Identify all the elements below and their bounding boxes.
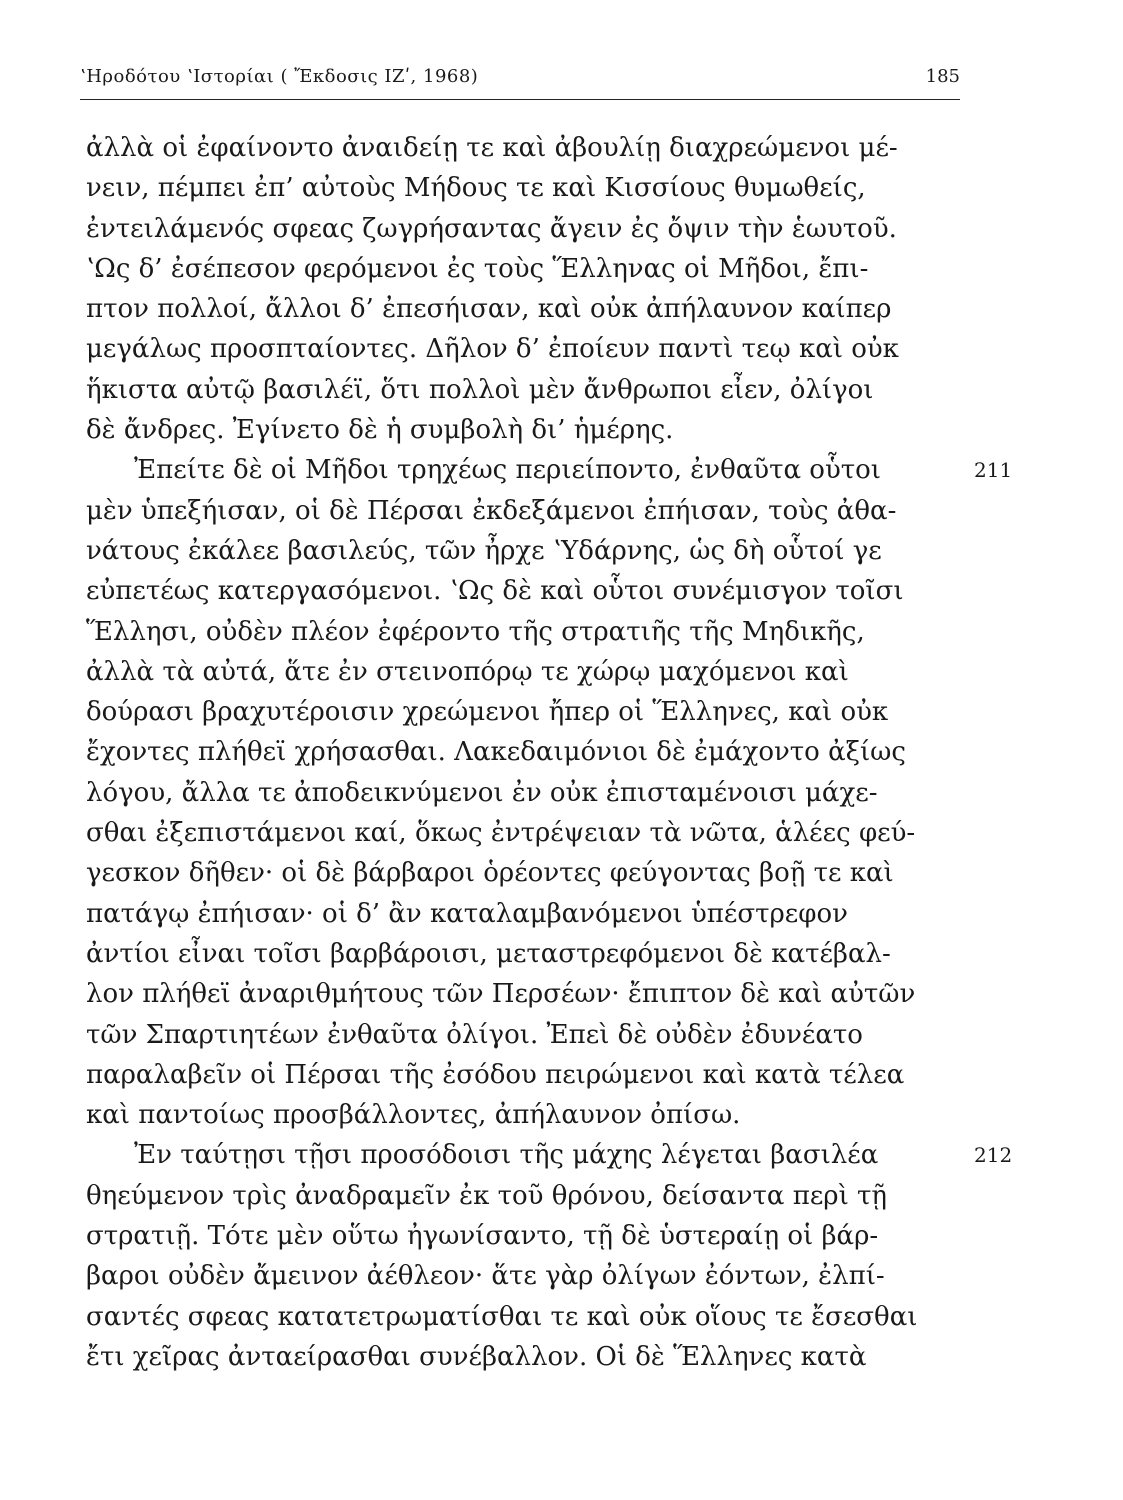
line-text: σθαι ἐξεπιστάμενοι καί, ὅκως ἐντρέψειαν τὰ νῶτα, ἁλέες φεύ-: [86, 818, 916, 849]
text-line: [86, 1337, 966, 1377]
text-line: [86, 652, 966, 692]
text-line: [86, 329, 966, 369]
text-line: [86, 1055, 966, 1095]
line-text: ἔχοντες πλήθεϊ χρήσασθαι. Λακεδαιμόνιοι δὲ ἐμάχοντο ἀξίως: [86, 737, 906, 768]
line-text: μὲν ὑπεξήισαν, οἱ δὲ Πέρσαι ἐκδεξάμενοι ἐπήισαν, τοὺς ἀθα-: [86, 495, 897, 526]
text-line: [86, 692, 966, 732]
line-text: γεσκον δῆθεν· οἱ δὲ βάρβαροι ὁρέοντες φεύγοντας βοῇ τε καὶ: [86, 858, 894, 889]
line-text: δὲ ἄνδρες. Ἐγίνετο δὲ ἡ συμβολὴ δι’ ἡμέρης.: [86, 415, 674, 446]
line-text: εὐπετέως κατεργασόμενοι. ʽΩς δὲ καὶ οὗτοι συνέμισγον τοῖσι: [86, 576, 904, 607]
text-line: [86, 289, 966, 329]
text-line: [86, 612, 966, 652]
text-line: [86, 773, 966, 813]
text-line: [86, 1135, 1013, 1175]
line-text: ἔτι χεῖρας ἀνταείρασθαι συνέβαλλον. Οἱ δὲ Ἕλληνες κατὰ: [86, 1341, 867, 1372]
line-text: καὶ παντοίως προσβάλλοντες, ἀπήλαυνον ὀπίσω.: [86, 1100, 741, 1131]
line-text: ʽΩς δ’ ἐσέπεσον φερόμενοι ἐς τοὺς Ἕλληνας οἱ Μῆδοι, ἔπι-: [86, 253, 869, 284]
line-text: ἥκιστα αὐτῷ βασιλέϊ, ὅτι πολλοὶ μὲν ἄνθρωποι εἶεν, ὀλίγοι: [86, 374, 874, 405]
text-line: [86, 1015, 966, 1055]
text-line: [86, 209, 966, 249]
line-text: θηεύμενον τρὶς ἀναδραμεῖν ἐκ τοῦ θρόνου, δείσαντα περὶ τῇ: [86, 1180, 887, 1211]
text-line: [86, 732, 966, 772]
text-body: [86, 128, 1013, 1377]
line-text: τῶν Σπαρτιητέων ἐνθαῦτα ὀλίγοι. Ἐπεὶ δὲ οὐδὲν ἐδυνέατο: [86, 1019, 863, 1050]
text-line: [86, 934, 966, 974]
text-line: [86, 853, 966, 893]
section-number: 211: [974, 458, 1013, 483]
line-text: Ἐν ταύτῃσι τῇσι προσόδοισι τῆς μάχης λέγεται βασιλέα: [134, 1140, 879, 1171]
text-line: [86, 168, 966, 208]
text-line: [86, 531, 966, 571]
text-line: [86, 1176, 966, 1216]
line-text: σαντές σφεας κατατετρωματίσθαι τε καὶ οὐκ οἵους τε ἔσεσθαι: [86, 1301, 918, 1332]
line-text: ἀντίοι εἶναι τοῖσι βαρβάροισι, μεταστρεφόμενοι δὲ κατέβαλ-: [86, 938, 891, 969]
text-line: [86, 410, 966, 450]
line-text: λόγου, ἄλλα τε ἀποδεικνύμενοι ἐν οὐκ ἐπισταμένοισι μάχε-: [86, 777, 878, 808]
line-text: στρατιῇ. Τότε μὲν οὕτω ἠγωνίσαντο, τῇ δὲ ὑστεραίῃ οἱ βάρ-: [86, 1221, 879, 1252]
line-text: Ἐπείτε δὲ οἱ Μῆδοι τρηχέως περιείποντο, ἐνθαῦτα οὗτοι: [134, 455, 881, 486]
text-line: [86, 1297, 966, 1337]
line-text: παραλαβεῖν οἱ Πέρσαι τῆς ἐσόδου πειρώμενοι καὶ κατὰ τέλεα: [86, 1059, 905, 1090]
line-text: ἀλλὰ οἱ ἐφαίνοντο ἀναιδείῃ τε καὶ ἀβουλίῃ διαχρεώμενοι μέ-: [86, 133, 898, 163]
text-line: [86, 128, 966, 168]
running-title: ʽΗροδότου ʽΙστορίαι ( Ἔκδοσις ΙΖʹ, 1968): [80, 66, 479, 87]
line-text: μεγάλως προσπταίοντες. Δῆλον δ’ ἐποίευν παντὶ τεῳ καὶ οὐκ: [86, 334, 899, 365]
line-text: πατάγῳ ἐπήισαν· οἱ δ’ ἂν καταλαμβανόμενοι ὑπέστρεφον: [86, 898, 848, 929]
line-text: ἀλλὰ τὰ αὐτά, ἅτε ἐν στεινοπόρῳ τε χώρῳ μαχόμενοι καὶ: [86, 656, 849, 687]
line-text: Ἕλλησι, οὐδὲν πλέον ἐφέροντο τῆς στρατιῆς τῆς Μηδικῆς,: [86, 616, 865, 647]
text-line: [86, 450, 1013, 490]
line-text: νειν, πέμπει ἐπ’ αὐτοὺς Μήδους τε καὶ Κισσίους θυμωθείς,: [86, 173, 866, 204]
text-line: [86, 894, 966, 934]
line-text: νάτους ἐκάλεε βασιλεύς, τῶν ἦρχε ʽΥδάρνης, ὡς δὴ οὗτοί γε: [86, 535, 882, 566]
text-line: [86, 1256, 966, 1296]
running-header: [80, 66, 960, 94]
section-number: 212: [974, 1143, 1013, 1168]
line-text: ἐντειλάμενός σφεας ζωγρήσαντας ἄγειν ἐς ὄψιν τὴν ἑωυτοῦ.: [86, 213, 897, 244]
line-text: πτον πολλοί, ἄλλοι δ’ ἐπεσήισαν, καὶ οὐκ ἀπήλαυνον καίπερ: [86, 294, 892, 325]
text-line: [86, 571, 966, 611]
line-text: δούρασι βραχυτέροισιν χρεώμενοι ἤπερ οἱ Ἕλληνες, καὶ οὐκ: [86, 697, 889, 728]
text-line: [86, 370, 966, 410]
text-line: [86, 249, 966, 289]
line-text: λον πλήθεϊ ἀναριθμήτους τῶν Περσέων· ἔπιπτον δὲ καὶ αὐτῶν: [86, 979, 916, 1010]
text-line: [86, 491, 966, 531]
text-line: [86, 1216, 966, 1256]
page-number: 185: [925, 66, 960, 87]
line-text: βαροι οὐδὲν ἄμεινον ἀέθλεον· ἅτε γὰρ ὀλίγων ἐόντων, ἐλπί-: [86, 1261, 885, 1292]
header-rule: [80, 99, 960, 100]
text-line: [86, 974, 966, 1014]
text-line: [86, 1095, 966, 1135]
text-line: [86, 813, 966, 853]
